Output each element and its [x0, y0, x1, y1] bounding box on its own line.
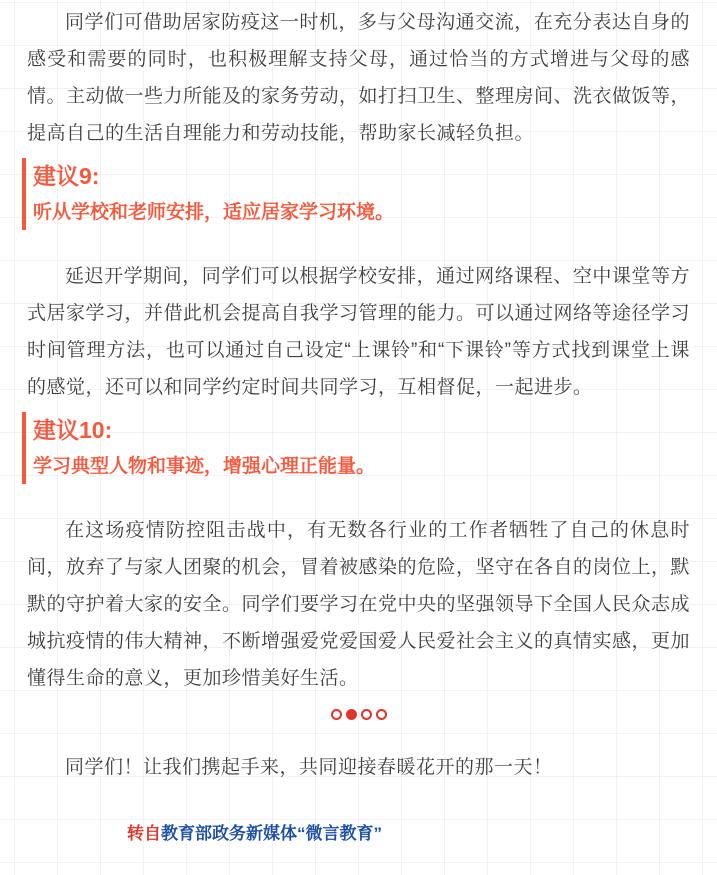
advice-9-block	[22, 158, 690, 230]
dot-icon	[331, 709, 342, 720]
dot-icon	[361, 709, 372, 720]
paragraph-family-communication: 同学们可借助居家防疫这一时机，多与父母沟通交流，在充分表达自身的感受和需要的同时，也积极理解支持父母，通过恰当的方式增进与父母的感情。主动做一些力所能及的家务劳动，如打扫卫生、整理房间、洗衣做饭等，提高自己的生活自理能力和劳动技能，帮助家长减轻负担。	[27, 12, 691, 144]
paragraph-home-study: 延迟开学期间，同学们可以根据学校安排，通过网络课程、空中课堂等方式居家学习，并借此机会提高自我学习管理的能力。可以通过网络等途径学习时间管理方法，也可以通过自己设定“上课铃”和“下课铃”等方式找到课堂上课的感觉，还可以和同学约定时间共同学习，互相督促，一起进步。	[27, 266, 691, 398]
dot-icon	[376, 709, 387, 720]
dot-icon	[346, 709, 357, 720]
advice-9-title: 建议9:	[33, 163, 100, 189]
source-prefix-label: 转自	[127, 824, 161, 843]
closing-statement: 同学们！让我们携起手来，共同迎接春暖花开的那一天！	[65, 757, 553, 778]
paragraph-role-models: 在这场疫情防控阻击战中，有无数各行业的工作者牺牲了自己的休息时间，放弃了与家人团聚的机会，冒着被感染的危险，坚守在各自的岗位上，默默的守护着大家的安全。同学们要学习在党中央的坚强领导下全国人民众志成城抗疫情的伟大精神，不断增强爱党爱国爱人民爱社会主义的真情实感，更加懂得生命的意义，更加珍惜美好生活。	[27, 520, 691, 689]
source-attribution	[127, 822, 690, 846]
source-account-link[interactable]: 教育部政务新媒体“微言教育”	[161, 824, 382, 843]
section-divider-dots	[27, 707, 690, 721]
advice-9-subtitle: 听从学校和老师安排，适应居家学习环境。	[33, 202, 395, 223]
advice-10-title: 建议10:	[33, 417, 113, 443]
advice-10-subtitle: 学习典型人物和事迹，增强心理正能量。	[33, 456, 376, 477]
advice-10-block	[22, 412, 690, 484]
